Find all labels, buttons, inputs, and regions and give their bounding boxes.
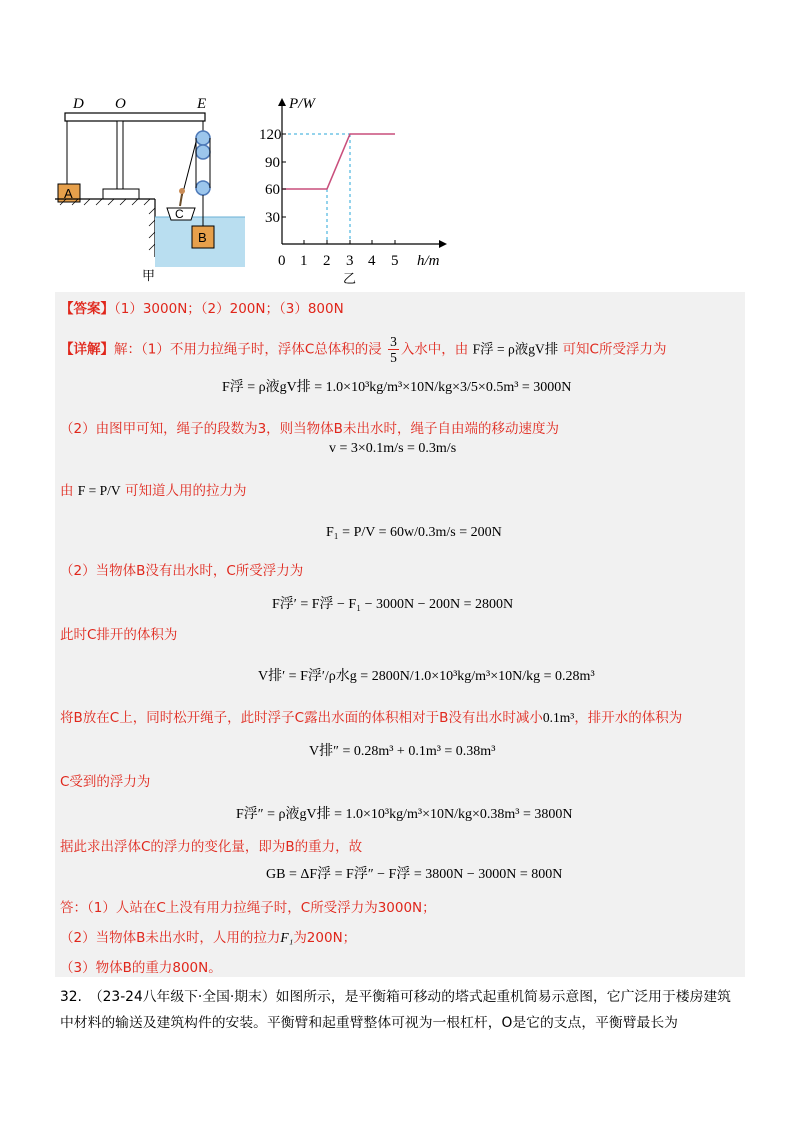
detail-line-2: （2）由图甲可知，绳子的段数为3，则当物体B未出水时，绳子自由端的移动速度为	[60, 421, 559, 437]
answer-line	[60, 297, 344, 317]
label-e: E	[197, 96, 207, 112]
detail-line-8: 据此求出浮体C的浮力的变化量，即为B的重力，故	[60, 839, 363, 855]
frac-three-fifths: $\frac{3}{5}$	[390, 334, 397, 365]
label-c: C	[175, 207, 184, 221]
caption-jia: 甲	[142, 269, 156, 284]
buoyancy-formula: F浮 = ρ液gV排	[472, 341, 559, 357]
x-tick-1: 1	[300, 253, 308, 269]
detail-line-5: 此时C排开的体积为	[60, 627, 178, 643]
figure-yi-graph	[259, 92, 455, 287]
y-tick-120: 120	[259, 127, 282, 143]
y-tick-90: 90	[265, 155, 280, 171]
detail-label: 【详解】	[60, 341, 114, 358]
detail-line-3: 由 F = P/V 可知道人用的拉力为	[60, 483, 247, 499]
equation-5: V排′ = F浮′/ρ水g = 2800N/1.0×10³kg/m³×10N/kg = 0.28m³	[258, 669, 595, 684]
equation-2: v = 3×0.1m/s = 0.3m/s	[329, 441, 457, 456]
label-b: B	[198, 230, 207, 245]
detail-line-1: 【详解】解：（1）不用力拉绳子时，浮体C总体积的浸 $\frac{3}{5}$ 入水中，由 F浮 = ρ液gV排 可知C所受浮力为	[60, 334, 667, 365]
final-answer-1: 答：（1）人站在C上没有用力拉绳子时，C所受浮力为3000N；	[60, 900, 436, 916]
caption-yi: 乙	[343, 272, 357, 287]
y-tick-30: 30	[265, 210, 280, 226]
question-32-line-2: 中材料的输送及建筑构件的安装。平衡臂和起重臂整体可视为一根杠杆，O是它的支点，平衡臂最长为	[60, 1015, 678, 1031]
equation-8: GB = ΔF浮 = F浮″ − F浮 = 3800N − 3000N = 800N	[266, 867, 563, 882]
x-axis-label: h/m	[417, 253, 440, 269]
equation-6: V排″ = 0.28m³ + 0.1m³ = 0.38m³	[309, 744, 496, 759]
equation-4: F浮′ = F浮 − F₁ − 3000N − 200N = 2800N	[272, 597, 514, 612]
detail-line-7: C受到的浮力为	[60, 774, 151, 790]
x-tick-3: 3	[346, 253, 354, 269]
volume-change: 0.1m³	[542, 710, 575, 725]
x-tick-0: 0	[278, 253, 286, 269]
label-a: A	[64, 186, 73, 201]
equation-3: F₁ = P/V = 60w/0.3m/s = 200N	[326, 525, 502, 540]
equation-1: F浮 = ρ液gV排 = 1.0×10³kg/m³×10N/kg×3/5×0.5m³ = 3000N	[222, 380, 572, 395]
y-tick-60: 60	[265, 182, 280, 198]
detail-line-4: （2）当物体B没有出水时，C所受浮力为	[60, 563, 304, 579]
label-d: D	[73, 96, 84, 112]
final-answer-3: （3）物体B的重力800N。	[60, 960, 222, 976]
figure-jia	[55, 92, 245, 282]
x-tick-5: 5	[391, 253, 399, 269]
x-tick-2: 2	[323, 253, 331, 269]
x-tick-4: 4	[368, 253, 376, 269]
answer-label: 【答案】	[60, 301, 114, 317]
power-formula: F = P/V	[77, 483, 121, 498]
question-32-line-1: 32. （23-24八年级下·全国·期末）如图所示，是平衡箱可移动的塔式起重机简易示意图，它广泛用于楼房建筑	[60, 989, 731, 1005]
final-answer-2: （2）当物体B未出水时，人用的拉力F₁为200N；	[60, 930, 357, 946]
equation-7: F浮″ = ρ液gV排 = 1.0×10³kg/m³×10N/kg×0.38m³ = 3800N	[236, 807, 573, 822]
answer-text: （1）3000N；（2）200N；（3）800N	[114, 301, 344, 317]
label-o: O	[115, 96, 126, 112]
detail-line-6: 将B放在C上，同时松开绳子，此时浮子C露出水面的体积相对于B没有出水时减小0.1m³，排开水的体积为	[60, 710, 683, 726]
power-curve	[282, 134, 395, 189]
pull-force-symbol: F₁	[280, 930, 294, 945]
y-axis-label: P/W	[289, 96, 315, 112]
